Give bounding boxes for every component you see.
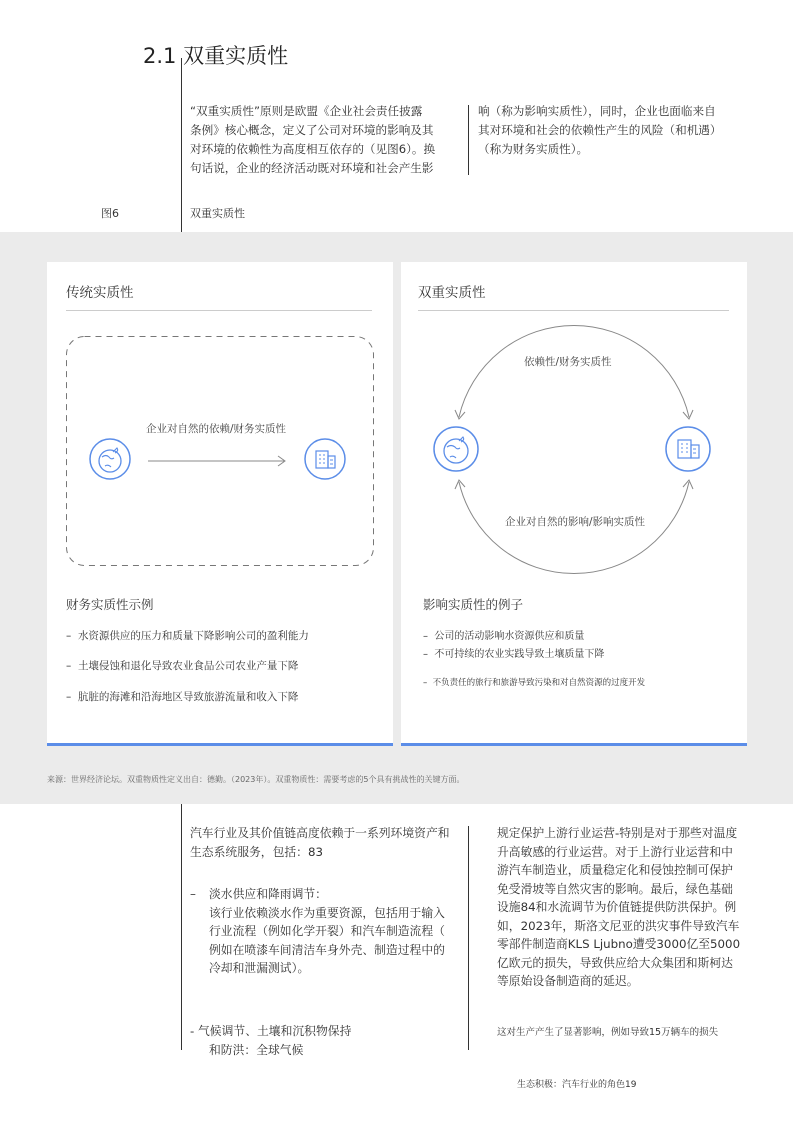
globe-leaf-icon bbox=[90, 439, 130, 479]
body-line: 例如在喷漆车间清洁车身外壳、制造过程中的 bbox=[209, 942, 445, 957]
globe-leaf-icon bbox=[434, 427, 478, 471]
body-line: 冷却和泄漏测试）。 bbox=[209, 961, 310, 975]
body-line: - 气候调节、土壤和沉积物保持 bbox=[190, 1024, 352, 1038]
intro-line: 条例》核心概念，定义了公司对环境的影响及其 bbox=[190, 123, 434, 137]
body-line: 亿欧元的损失，导致供应给大众集团和斯柯达 bbox=[497, 955, 733, 970]
body-paragraph bbox=[190, 824, 465, 861]
body-line: 等原始设备制造商的延迟。 bbox=[497, 974, 639, 988]
card-accent-bar bbox=[47, 743, 393, 746]
double-materiality-card bbox=[401, 262, 747, 746]
body-line: 行业流程（例如化学开裂）和汽车制造流程（ bbox=[209, 924, 445, 938]
examples-title: 财务实质性示例 bbox=[66, 597, 154, 612]
body-line: 该行业依赖淡水作为重要资源，包括用于输入 bbox=[209, 905, 445, 920]
intro-left-paragraph bbox=[190, 102, 460, 178]
impact-arc-label: 企业对自然的影响/影响实质性 bbox=[505, 516, 646, 528]
traditional-materiality-card bbox=[47, 262, 393, 746]
intro-line: （称为财务实质性）。 bbox=[478, 142, 589, 156]
example-item: – 土壤侵蚀和退化导致农业食品公司农业产量下降 bbox=[66, 660, 299, 672]
card-title: 双重实质性 bbox=[418, 285, 486, 301]
intro-right-paragraph bbox=[478, 102, 748, 159]
left-column-rule bbox=[181, 58, 182, 232]
figure-source: 来源：世界经济论坛。双重物质性定义出自：德勤。（2023年）。双重物质性：需要考虑的5个具有挑战性的关键方面。 bbox=[47, 775, 465, 784]
building-icon bbox=[305, 439, 345, 479]
figure-number: 图6 bbox=[101, 207, 119, 220]
body-paragraph bbox=[497, 824, 757, 991]
double-diagram bbox=[401, 262, 747, 582]
body-line: 汽车行业及其价值链高度依赖于一系列环境资产和 bbox=[190, 826, 450, 840]
body-line: 升高敏感的行业运营。对于上游行业运营和中 bbox=[497, 844, 733, 859]
example-item: – 肮脏的海滩和沿海地区导致旅游流量和收入下降 bbox=[66, 691, 299, 703]
example-item: – 水资源供应的压力和质量下降影响公司的盈利能力 bbox=[66, 630, 309, 642]
intro-line: “双重实质性”原则是欧盟《企业社会责任披露 bbox=[190, 104, 423, 118]
dependency-arrow-label: 企业对自然的依赖/财务实质性 bbox=[146, 423, 287, 435]
figure-caption: 双重实质性 bbox=[190, 207, 245, 220]
building-icon bbox=[666, 427, 710, 471]
page-footer: 生态积极：汽车行业的角色19 bbox=[517, 1080, 637, 1090]
item-heading: 淡水供应和降雨调节： bbox=[209, 887, 327, 901]
example-item: – 不可持续的农业实践导致土壤质量下降 bbox=[423, 649, 605, 660]
body-line: 如，2023年，斯洛文尼亚的洪灾事件导致汽车 bbox=[497, 918, 740, 933]
left-column-rule bbox=[181, 804, 182, 1050]
climate-regulation-item bbox=[190, 1022, 465, 1059]
intro-line: 响（称为影响实质性），同时，企业也面临来自 bbox=[478, 104, 716, 118]
dependency-arc bbox=[459, 325, 689, 417]
card-title: 传统实质性 bbox=[66, 285, 134, 301]
body-line: 游汽车制造业，质量稳定化和侵蚀控制可保护 bbox=[497, 863, 733, 877]
dependency-arc-label: 依赖性/财务实质性 bbox=[524, 356, 612, 368]
example-item: – 不负责任的旅行和旅游导致污染和对自然资源的过度开发 bbox=[423, 678, 646, 688]
example-item: – 公司的活动影响水资源供应和质量 bbox=[423, 631, 585, 642]
intro-line: 对环境的依赖性为高度相互依存的（见图6）。换 bbox=[190, 142, 436, 156]
examples-title: 影响实质性的例子 bbox=[423, 597, 524, 612]
body-line: 规定保护上游行业运营-特别是对于那些对温度 bbox=[497, 826, 738, 840]
body-line: 设施84和水流调节为价值链提供防洪保护。例 bbox=[497, 900, 737, 914]
water-supply-item bbox=[209, 885, 464, 978]
body-line: 零部件制造商KLS Ljubno遭受3000亿至5000 bbox=[497, 937, 741, 951]
section-name: 双重实质性 bbox=[183, 44, 289, 68]
intro-line: 其对环境和社会的依赖性产生的风险（和机遇） bbox=[478, 123, 722, 137]
body-line: 免受滑坡等自然灾害的影响。最后，绿色基础 bbox=[497, 881, 733, 896]
production-impact-note: 这对生产产生了显著影响，例如导致15万辆车的损失 bbox=[497, 1027, 719, 1038]
body-line: 生态系统服务，包括：83 bbox=[190, 844, 323, 859]
body-line: 和防洪：全球气候 bbox=[209, 1042, 304, 1057]
bullet-dash: – bbox=[190, 887, 196, 901]
mid-column-rule bbox=[468, 826, 469, 1050]
intro-line: 句话说，企业的经济活动既对环境和社会产生影 bbox=[190, 161, 434, 175]
section-number: 2.1 bbox=[143, 44, 177, 68]
section-title bbox=[143, 40, 288, 70]
card-accent-bar bbox=[401, 743, 747, 746]
mid-column-rule bbox=[468, 105, 469, 175]
